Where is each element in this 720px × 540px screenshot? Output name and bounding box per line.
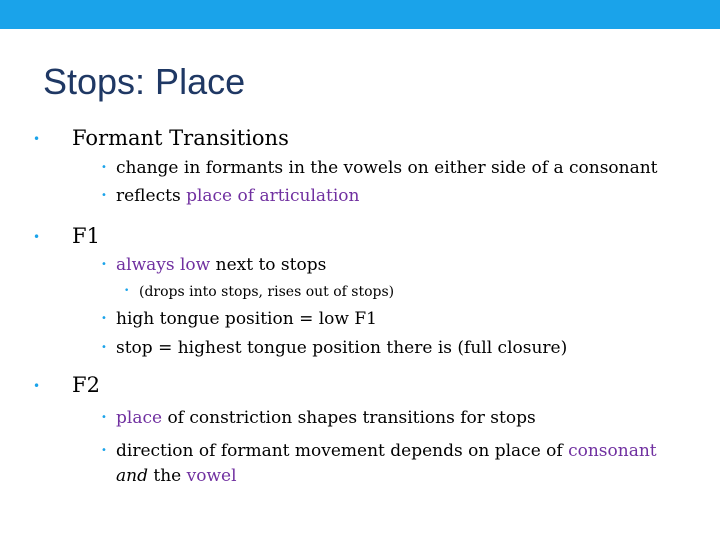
bullet-dot: • (101, 162, 107, 173)
bullet-text: high tongue position = low F1 (116, 309, 377, 329)
bullet-dot: • (33, 132, 41, 146)
bullet-formant-transitions (33, 124, 289, 152)
bullet-text: (drops into stops, rises out of stops) (139, 284, 395, 300)
sub-sub-bullet-drops-rises (124, 282, 395, 302)
sub-bullet-continuation (116, 464, 237, 488)
italic-text: and (116, 466, 148, 486)
bullet-text: reflects (116, 186, 187, 206)
highlight-text: always low (116, 255, 211, 275)
bullet-text: direction of formant movement depends on place of (116, 441, 569, 461)
slide-title: Stops: Place (43, 61, 246, 102)
sub-bullet-always-low (101, 253, 327, 277)
bullet-f1 (33, 222, 100, 250)
highlight-text: consonant (568, 441, 657, 461)
bullet-dot: • (101, 342, 107, 353)
bullet-text: of constriction shapes transitions for stops (162, 408, 536, 428)
bullet-text: change in formants in the vowels on either side of a consonant (116, 158, 658, 178)
bullet-label: F1 (72, 224, 100, 248)
sub-bullet-direction-of-movement (101, 439, 657, 463)
bullet-label: F2 (72, 373, 100, 397)
highlight-text: vowel (186, 466, 237, 486)
bullet-dot: • (101, 445, 107, 456)
highlight-text: place of articulation (186, 186, 360, 206)
bullet-dot: • (33, 230, 41, 244)
bullet-f2 (33, 371, 100, 399)
sub-bullet-change-in-formants (101, 156, 658, 180)
bullet-text: next to stops (210, 255, 327, 275)
bullet-dot: • (101, 190, 107, 201)
bullet-text: stop = highest tongue position there is (full closure) (116, 338, 568, 358)
sub-bullet-high-tongue (101, 307, 377, 331)
bullet-dot: • (101, 412, 107, 423)
sub-bullet-reflects-place (101, 184, 360, 208)
bullet-dot: • (101, 313, 107, 324)
sub-bullet-place-constriction (101, 406, 536, 430)
bullet-label: Formant Transitions (72, 126, 289, 150)
sub-bullet-stop-highest (101, 336, 568, 360)
bullet-dot: • (124, 286, 130, 296)
bullet-text: the (147, 466, 187, 486)
top-accent-bar (0, 0, 720, 29)
bullet-dot: • (33, 379, 41, 393)
bullet-dot: • (101, 259, 107, 270)
highlight-text: place (116, 408, 163, 428)
